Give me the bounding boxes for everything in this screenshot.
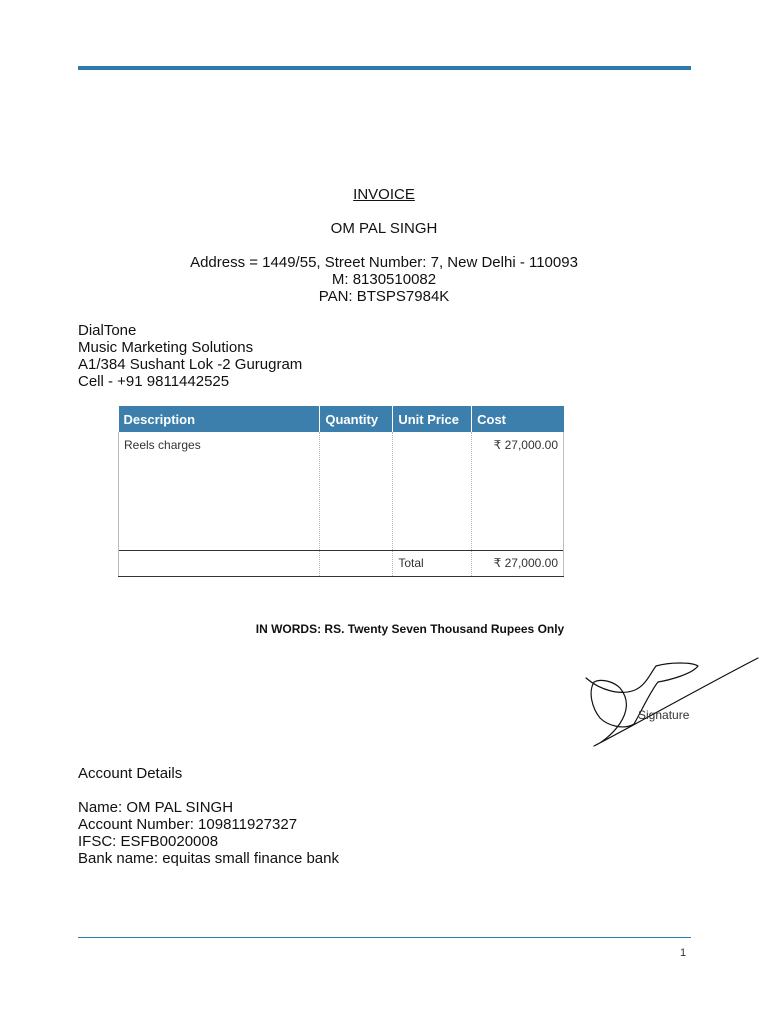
buyer-company: Music Marketing Solutions: [78, 339, 254, 356]
total-empty-cell: [119, 550, 320, 576]
seller-address: Address = 1449/55, Street Number: 7, New Delhi - 110093: [190, 254, 578, 271]
amount-in-words: IN WORDS: RS. Twenty Seven Thousand Rupees Only: [255, 622, 565, 636]
cell-unit-price: [393, 432, 472, 550]
header-quantity: Quantity: [320, 406, 393, 432]
account-details: [78, 765, 339, 867]
cell-cost: ₹ 27,000.00: [472, 432, 564, 550]
header-cost: Cost: [472, 406, 564, 432]
signature-label: Signature: [638, 708, 690, 722]
seller-name: OM PAL SINGH: [330, 220, 438, 237]
total-row: [119, 550, 564, 576]
total-empty-cell: [320, 550, 393, 576]
header-description: Description: [119, 406, 320, 432]
total-label: Total: [393, 550, 472, 576]
buyer-block: [78, 322, 302, 390]
items-table: [118, 406, 564, 577]
invoice-title: INVOICE: [353, 186, 415, 203]
seller-pan: PAN: BTSPS7984K: [318, 288, 450, 305]
account-heading: Account Details: [78, 765, 183, 782]
seller-mobile: M: 8130510082: [331, 271, 437, 288]
signature-image: [580, 652, 765, 752]
account-name: Name: OM PAL SINGH: [78, 799, 234, 816]
account-number: Account Number: 109811927327: [78, 816, 298, 833]
account-bank-name: Bank name: equitas small finance bank: [78, 850, 339, 867]
top-rule: [78, 66, 691, 70]
buyer-cell: Cell - +91 9811442525: [78, 373, 230, 390]
header-unit-price: Unit Price: [393, 406, 472, 432]
buyer-address: A1/384 Sushant Lok -2 Gurugram: [78, 356, 303, 373]
page-number: 1: [680, 947, 687, 959]
cell-quantity: [320, 432, 393, 550]
account-ifsc: IFSC: ESFB0020008: [78, 833, 219, 850]
table-row: [119, 432, 564, 550]
total-value: ₹ 27,000.00: [472, 550, 564, 576]
buyer-name: DialTone: [78, 322, 137, 339]
table-header-row: [119, 406, 564, 432]
cell-description: Reels charges: [119, 432, 320, 550]
bottom-rule: [78, 937, 691, 938]
